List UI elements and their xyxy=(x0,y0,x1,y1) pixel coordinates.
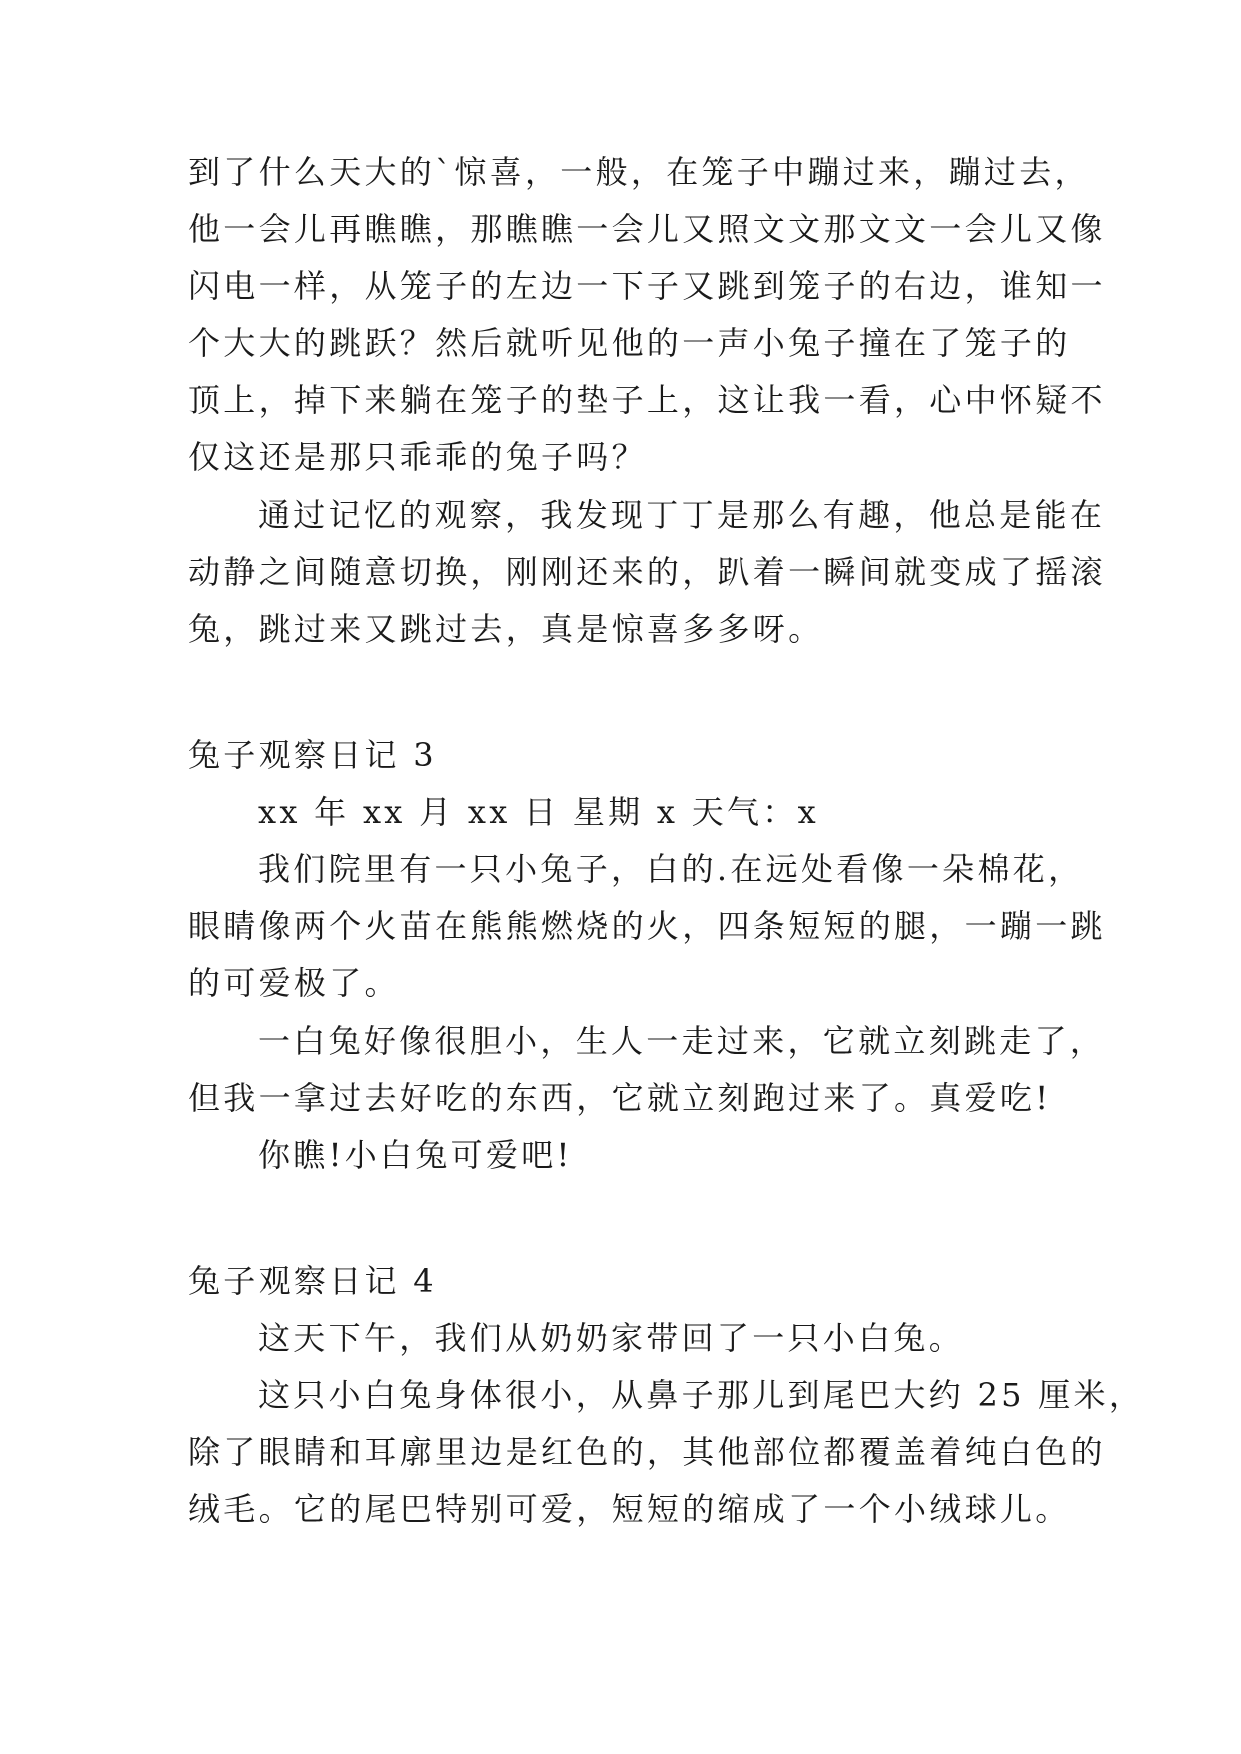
paragraph-line: 除了眼睛和耳廓里边是红色的，其他部位都覆盖着纯白色的 xyxy=(188,1433,1106,1471)
paragraph-line: 个大大的跳跃？然后就听见他的一声小兔子撞在了笼子的 xyxy=(188,324,1071,362)
paragraph-line: 兔，跳过来又跳过去，真是惊喜多多呀。 xyxy=(188,610,824,648)
paragraph-line: 到了什么天大的`惊喜，一般，在笼子中蹦过来，蹦过去， xyxy=(188,153,1090,191)
paragraph-line: 动静之间随意切换，刚刚还来的，趴着一瞬间就变成了摇滚 xyxy=(188,553,1106,591)
diary-3-date-line: xx 年 xx 月 xx 日 星期 x 天气：x xyxy=(258,793,819,831)
paragraph-line: 你瞧!小白兔可爱吧! xyxy=(258,1136,573,1174)
paragraph-line: 闪电一样，从笼子的左边一下子又跳到笼子的右边，谁知一 xyxy=(188,267,1106,305)
paragraph-line: 顶上，掉下来躺在笼子的垫子上，这让我一看，心中怀疑不 xyxy=(188,381,1106,419)
paragraph-line: 眼睛像两个火苗在熊熊燃烧的火，四条短短的腿，一蹦一跳 xyxy=(188,907,1106,945)
paragraph-line: 通过记忆的观察，我发现丁丁是那么有趣，他总是能在 xyxy=(258,496,1106,534)
paragraph-line: 我们院里有一只小兔子，白的.在远处看像一朵棉花， xyxy=(258,850,1084,888)
paragraph-line: 他一会儿再瞧瞧，那瞧瞧一会儿又照文文那文文一会儿又像 xyxy=(188,210,1106,248)
paragraph-line: 仅这还是那只乖乖的兔子吗？ xyxy=(188,438,647,476)
paragraph-line: 一白兔好像很胆小，生人一走过来，它就立刻跳走了， xyxy=(258,1022,1106,1060)
paragraph-line: 但我一拿过去好吃的东西，它就立刻跑过来了。真爱吃! xyxy=(188,1079,1052,1117)
paragraph-line: 这只小白兔身体很小，从鼻子那儿到尾巴大约 25 厘米， xyxy=(258,1376,1145,1414)
paragraph-line: 的可爱极了。 xyxy=(188,964,400,1002)
paragraph-line: 这天下午，我们从奶奶家带回了一只小白兔。 xyxy=(258,1319,965,1357)
paragraph-line: 绒毛。它的尾巴特别可爱，短短的缩成了一个小绒球儿。 xyxy=(188,1490,1071,1528)
diary-4-title: 兔子观察日记 4 xyxy=(188,1262,437,1300)
diary-3-title: 兔子观察日记 3 xyxy=(188,736,437,774)
